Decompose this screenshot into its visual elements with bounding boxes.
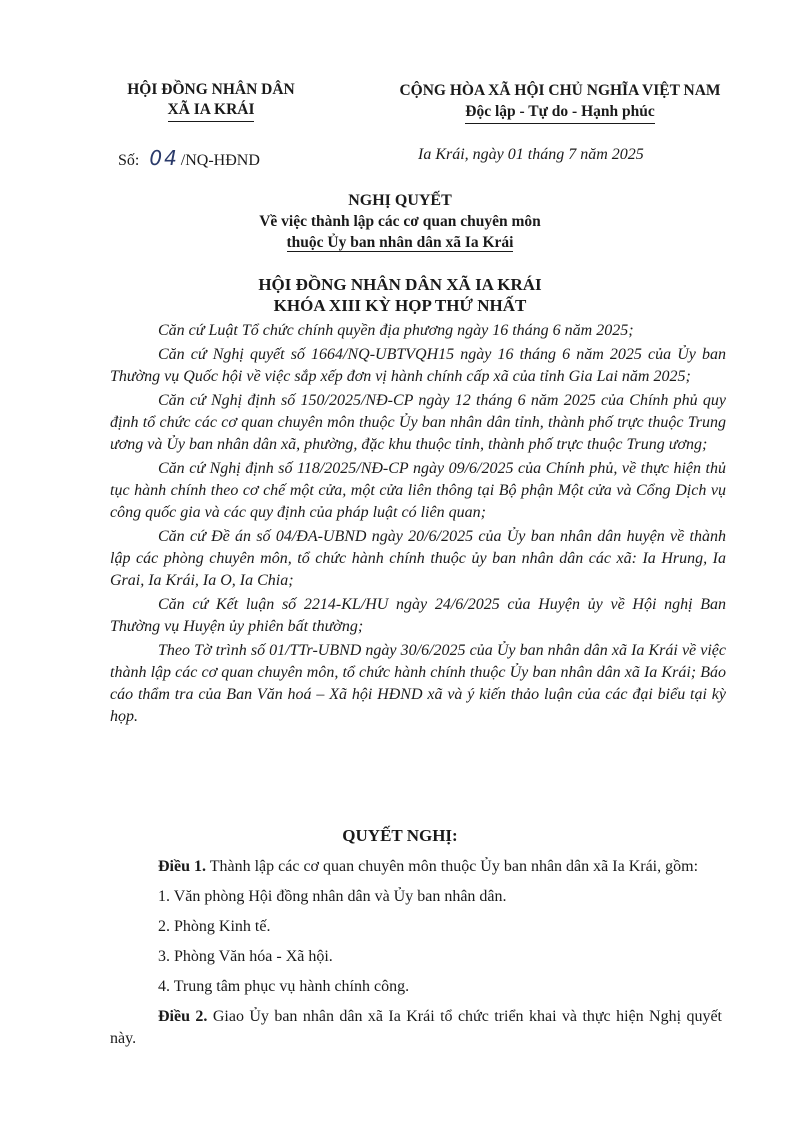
title-main: NGHỊ QUYẾT (348, 192, 452, 209)
document-number (118, 146, 260, 170)
article-1-item: 3. Phòng Văn hóa - Xã hội. (158, 948, 333, 965)
resolution-title (100, 190, 700, 253)
title-sub2: thuộc Ủy ban nhân dân xã Ia Krái (286, 234, 514, 251)
number-label: Số: (118, 152, 140, 169)
nation-name: CỘNG HÒA XÃ HỘI CHỦ NGHĨA VIỆT NAM (399, 82, 721, 99)
title-sub1: Về việc thành lập các cơ quan chuyên môn (259, 213, 541, 230)
article-1-label: Điều 1. (158, 858, 206, 875)
article-2 (110, 1006, 722, 1050)
article-2-text: Giao Ủy ban nhân dân xã Ia Krái tổ chức triển khai và thực hiện Nghị quyết này. (110, 1008, 722, 1047)
article-2-label: Điều 2. (158, 1008, 208, 1025)
authority-line1: HỘI ĐỒNG NHÂN DÂN (127, 81, 295, 98)
preamble-item: Căn cứ Kết luận số 2214-KL/HU ngày 24/6/2025 của Huyện ủy về Hội nghị Ban Thường vụ Huyện ủy phiên bất thường; (110, 596, 726, 635)
article-1-item: 1. Văn phòng Hội đồng nhân dân và Ủy ban nhân dân. (158, 888, 507, 905)
council-line2: KHÓA XIII KỲ HỌP THỨ NHẤT (273, 296, 527, 315)
number-suffix: /NQ-HĐND (180, 152, 260, 169)
article-1-item: 2. Phòng Kinh tế. (158, 918, 271, 935)
preamble-item: Căn cứ Nghị quyết số 1664/NQ-UBTVQH15 ngày 16 tháng 6 năm 2025 của Ủy ban Thường vụ Quốc hội về việc sắp xếp đơn vị hành chính cấp xã của tỉnh Gia Lai năm 2025; (110, 346, 726, 385)
article-1 (110, 856, 722, 878)
preamble-item: Căn cứ Nghị định số 150/2025/NĐ-CP ngày 12 tháng 6 năm 2025 của Chính phủ quy định tổ chức các cơ quan chuyên môn thuộc Ủy ban nhân dân tỉnh, thành phố trực thuộc Trung ương và Ủy ban nhân dân xã, phường, đặc khu thuộc tỉnh, thành phố trực thuộc Trung ương; (110, 392, 726, 453)
preamble-item: Căn cứ Luật Tổ chức chính quyền địa phương ngày 16 tháng 6 năm 2025; (158, 322, 634, 339)
decision-heading: QUYẾT NGHỊ: (342, 826, 458, 845)
issuing-authority (96, 80, 326, 122)
authority-line2: XÃ IA KRÁI (168, 100, 255, 122)
preamble (110, 320, 726, 730)
preamble-item: Căn cứ Nghị định số 118/2025/NĐ-CP ngày 09/6/2025 của Chính phủ, về thực hiện thủ tục hành chính theo cơ chế một cửa, một cửa liên thông tại Bộ phận Một cửa và Cổng Dịch vụ công quốc gia và các quy định của pháp luật có liên quan; (110, 460, 726, 521)
preamble-item: Căn cứ Đề án số 04/ĐA-UBND ngày 20/6/2025 của Ủy ban nhân dân huyện về thành lập các phòng chuyên môn, tổ chức hành chính thuộc ủy ban nhân dân các xã: Ia Hrung, Ia Grai, Ia Krái, Ia O, Ia Chia; (110, 528, 726, 589)
council-heading (100, 274, 700, 316)
handwritten-number: 04 (149, 146, 179, 170)
article-1-item: 4. Trung tâm phục vụ hành chính công. (158, 978, 410, 995)
preamble-item: Theo Tờ trình số 01/TTr-UBND ngày 30/6/2025 của Ủy ban nhân dân xã Ia Krái về việc thành lập các cơ quan chuyên môn, tổ chức hành chính thuộc Ủy ban nhân dân xã Ia Krái; Báo cáo thẩm tra của Ban Văn hoá – Xã hội HĐND xã và ý kiến thảo luận của các đại biểu tại kỳ họp. (110, 642, 726, 725)
article-1-text: Thành lập các cơ quan chuyên môn thuộc Ủy ban nhân dân xã Ia Krái, gồm: (206, 858, 699, 875)
issue-date: Ia Krái, ngày 01 tháng 7 năm 2025 (418, 146, 644, 163)
national-motto: Độc lập - Tự do - Hạnh phúc (465, 101, 654, 124)
articles (110, 856, 722, 1050)
council-line1: HỘI ĐỒNG NHÂN DÂN XÃ IA KRÁI (258, 275, 542, 294)
national-heading (350, 80, 770, 124)
